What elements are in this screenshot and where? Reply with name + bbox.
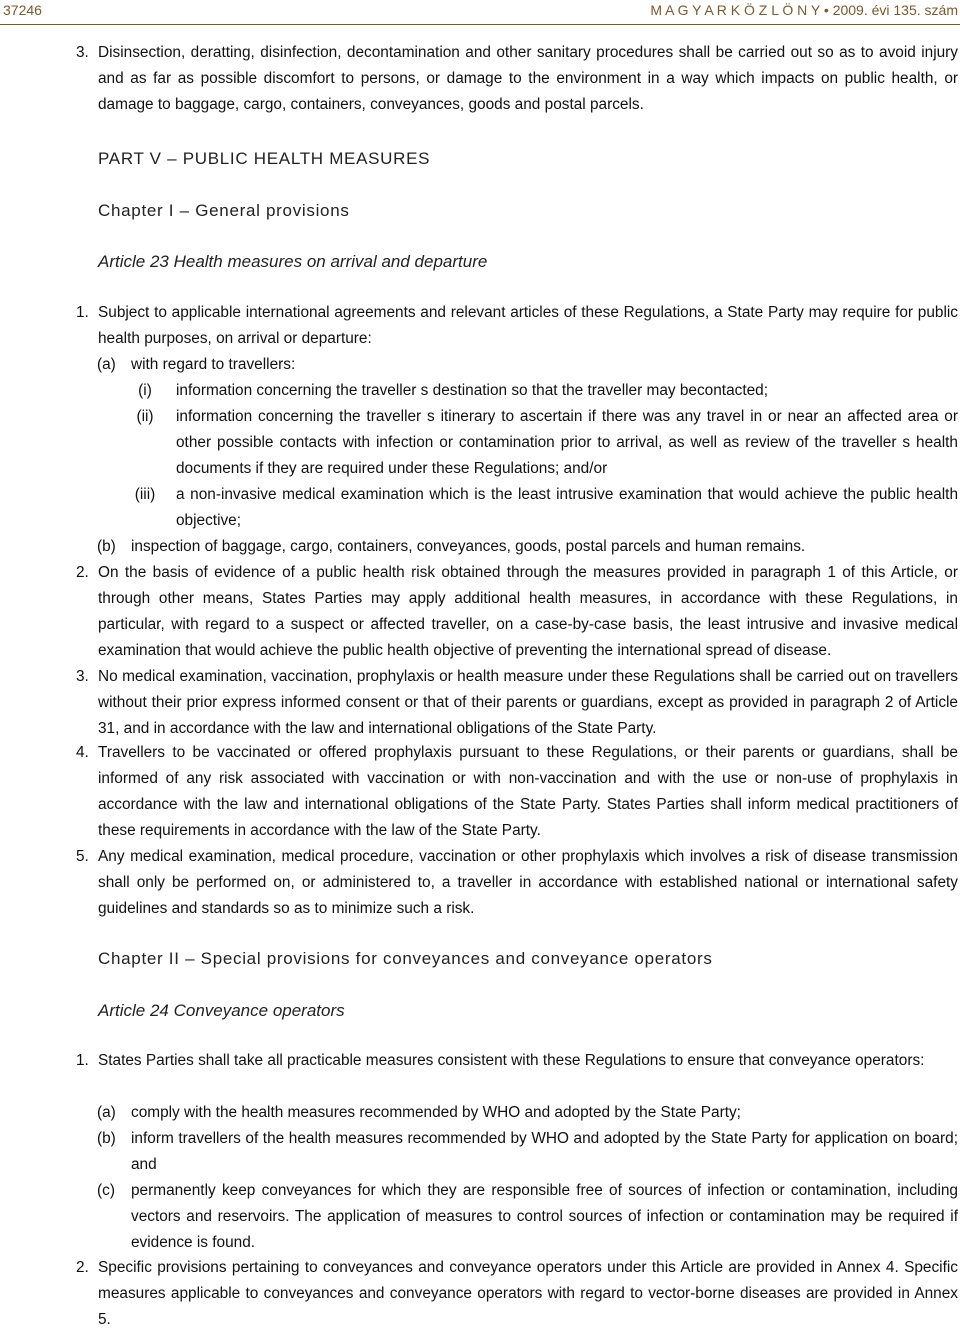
- item-label: (a): [97, 356, 116, 373]
- list-number: 3.: [76, 668, 89, 685]
- item-label: (iii): [134, 486, 156, 503]
- list-item: permanently keep conveyances for which they are responsible free of sources of infection or contamination, including vectors and reservoirs. The application of measures to control sources of infection or contamination may be required if evidence is found.: [131, 1182, 958, 1251]
- list-item: information concerning the traveller s itinerary to ascertain if there was any travel in or near an affected area or other possible contacts with infection or contamination prior to arrival, as well as review of the traveller s health documents if they are required under these Regulations; and/or: [176, 408, 958, 477]
- list-item: inspection of baggage, cargo, containers, conveyances, goods, postal parcels and human remains.: [131, 538, 806, 555]
- header-rule: [0, 24, 960, 25]
- article-heading: Article 24 Conveyance operators: [98, 1001, 345, 1020]
- item-label: (c): [97, 1182, 115, 1199]
- list-item: a non-invasive medical examination which is the least intrusive examination that would achieve the public health objective;: [176, 486, 958, 529]
- item-label: (b): [97, 538, 116, 555]
- list-number: 1.: [76, 1052, 89, 1069]
- chapter-heading: Chapter I – General provisions: [98, 201, 350, 220]
- article-heading: Article 23 Health measures on arrival and departure: [98, 252, 488, 271]
- paragraph: No medical examination, vaccination, prophylaxis or health measure under these Regulations shall be carried out on travellers without their prior express informed consent or that of their parents or guardians, except as provided in paragraph 2 of Article 31, and in accordance with the law and international obligations of the State Party.: [98, 668, 958, 737]
- part-heading: PART V – PUBLIC HEALTH MEASURES: [98, 149, 431, 168]
- paragraph: Specific provisions pertaining to conveyances and conveyance operators under this Article are provided in Annex 4. Specific measures applicable to conveyances and conveyance operators with regard to vector-borne diseases are provided in Annex 5.: [98, 1259, 958, 1328]
- item-label: (a): [97, 1104, 116, 1121]
- list-item: comply with the health measures recommended by WHO and adopted by the State Party;: [131, 1104, 741, 1121]
- list-item: inform travellers of the health measures recommended by WHO and adopted by the State Party for application on board; and: [131, 1130, 958, 1173]
- list-number: 5.: [76, 848, 89, 865]
- list-item: with regard to travellers:: [131, 356, 296, 373]
- journal-title: M A G Y A R K Ö Z L Ö N Y • 2009. évi 135. szám: [650, 2, 958, 18]
- list-number: 2.: [76, 1259, 89, 1276]
- list-number: 4.: [76, 744, 89, 761]
- running-header: [0, 0, 960, 23]
- item-label: (i): [138, 382, 152, 399]
- paragraph: Any medical examination, medical procedure, vaccination or other prophylaxis which involves a risk of disease transmission shall only be performed on, or administered to, a traveller in accordance with established national or international safety guidelines and standards so as to minimize such a risk.: [98, 848, 958, 917]
- list-item: information concerning the traveller s destination so that the traveller may becontacted;: [176, 382, 769, 399]
- item-label: (ii): [136, 408, 154, 425]
- item-label: (b): [97, 1130, 116, 1147]
- page-number: 37246: [3, 2, 42, 18]
- list-number: 2.: [76, 564, 89, 581]
- paragraph: States Parties shall take all practicable measures consistent with these Regulations to ensure that conveyance operators:: [98, 1052, 925, 1069]
- chapter-heading: Chapter II – Special provisions for conveyances and conveyance operators: [98, 949, 713, 968]
- paragraph: Disinsection, deratting, disinfection, decontamination and other sanitary procedures shall be carried out so as to avoid injury and as far as possible discomfort to persons, or damage to the environment in a way which impacts on public health, or damage to baggage, cargo, containers, conveyances, goods and postal parcels.: [98, 44, 958, 113]
- paragraph: Subject to applicable international agreements and relevant articles of these Regulations, a State Party may require for public health purposes, on arrival or departure:: [98, 304, 958, 347]
- paragraph: On the basis of evidence of a public health risk obtained through the measures provided in paragraph 1 of this Article, or through other means, States Parties may apply additional health measures, in accordance with these Regulations, in particular, with regard to a suspect or affected traveller, on a case-by-case basis, the least intrusive and invasive medical examination that would achieve the public health objective of preventing the international spread of disease.: [98, 564, 958, 659]
- list-number: 1.: [76, 304, 89, 321]
- paragraph: Travellers to be vaccinated or offered prophylaxis pursuant to these Regulations, or their parents or guardians, shall be informed of any risk associated with vaccination or with non-vaccination and with the use or non-use of prophylaxis in accordance with the law and international obligations of the State Party. States Parties shall inform medical practitioners of these requirements in accordance with the law of the State Party.: [98, 744, 958, 839]
- list-number: 3.: [76, 44, 89, 61]
